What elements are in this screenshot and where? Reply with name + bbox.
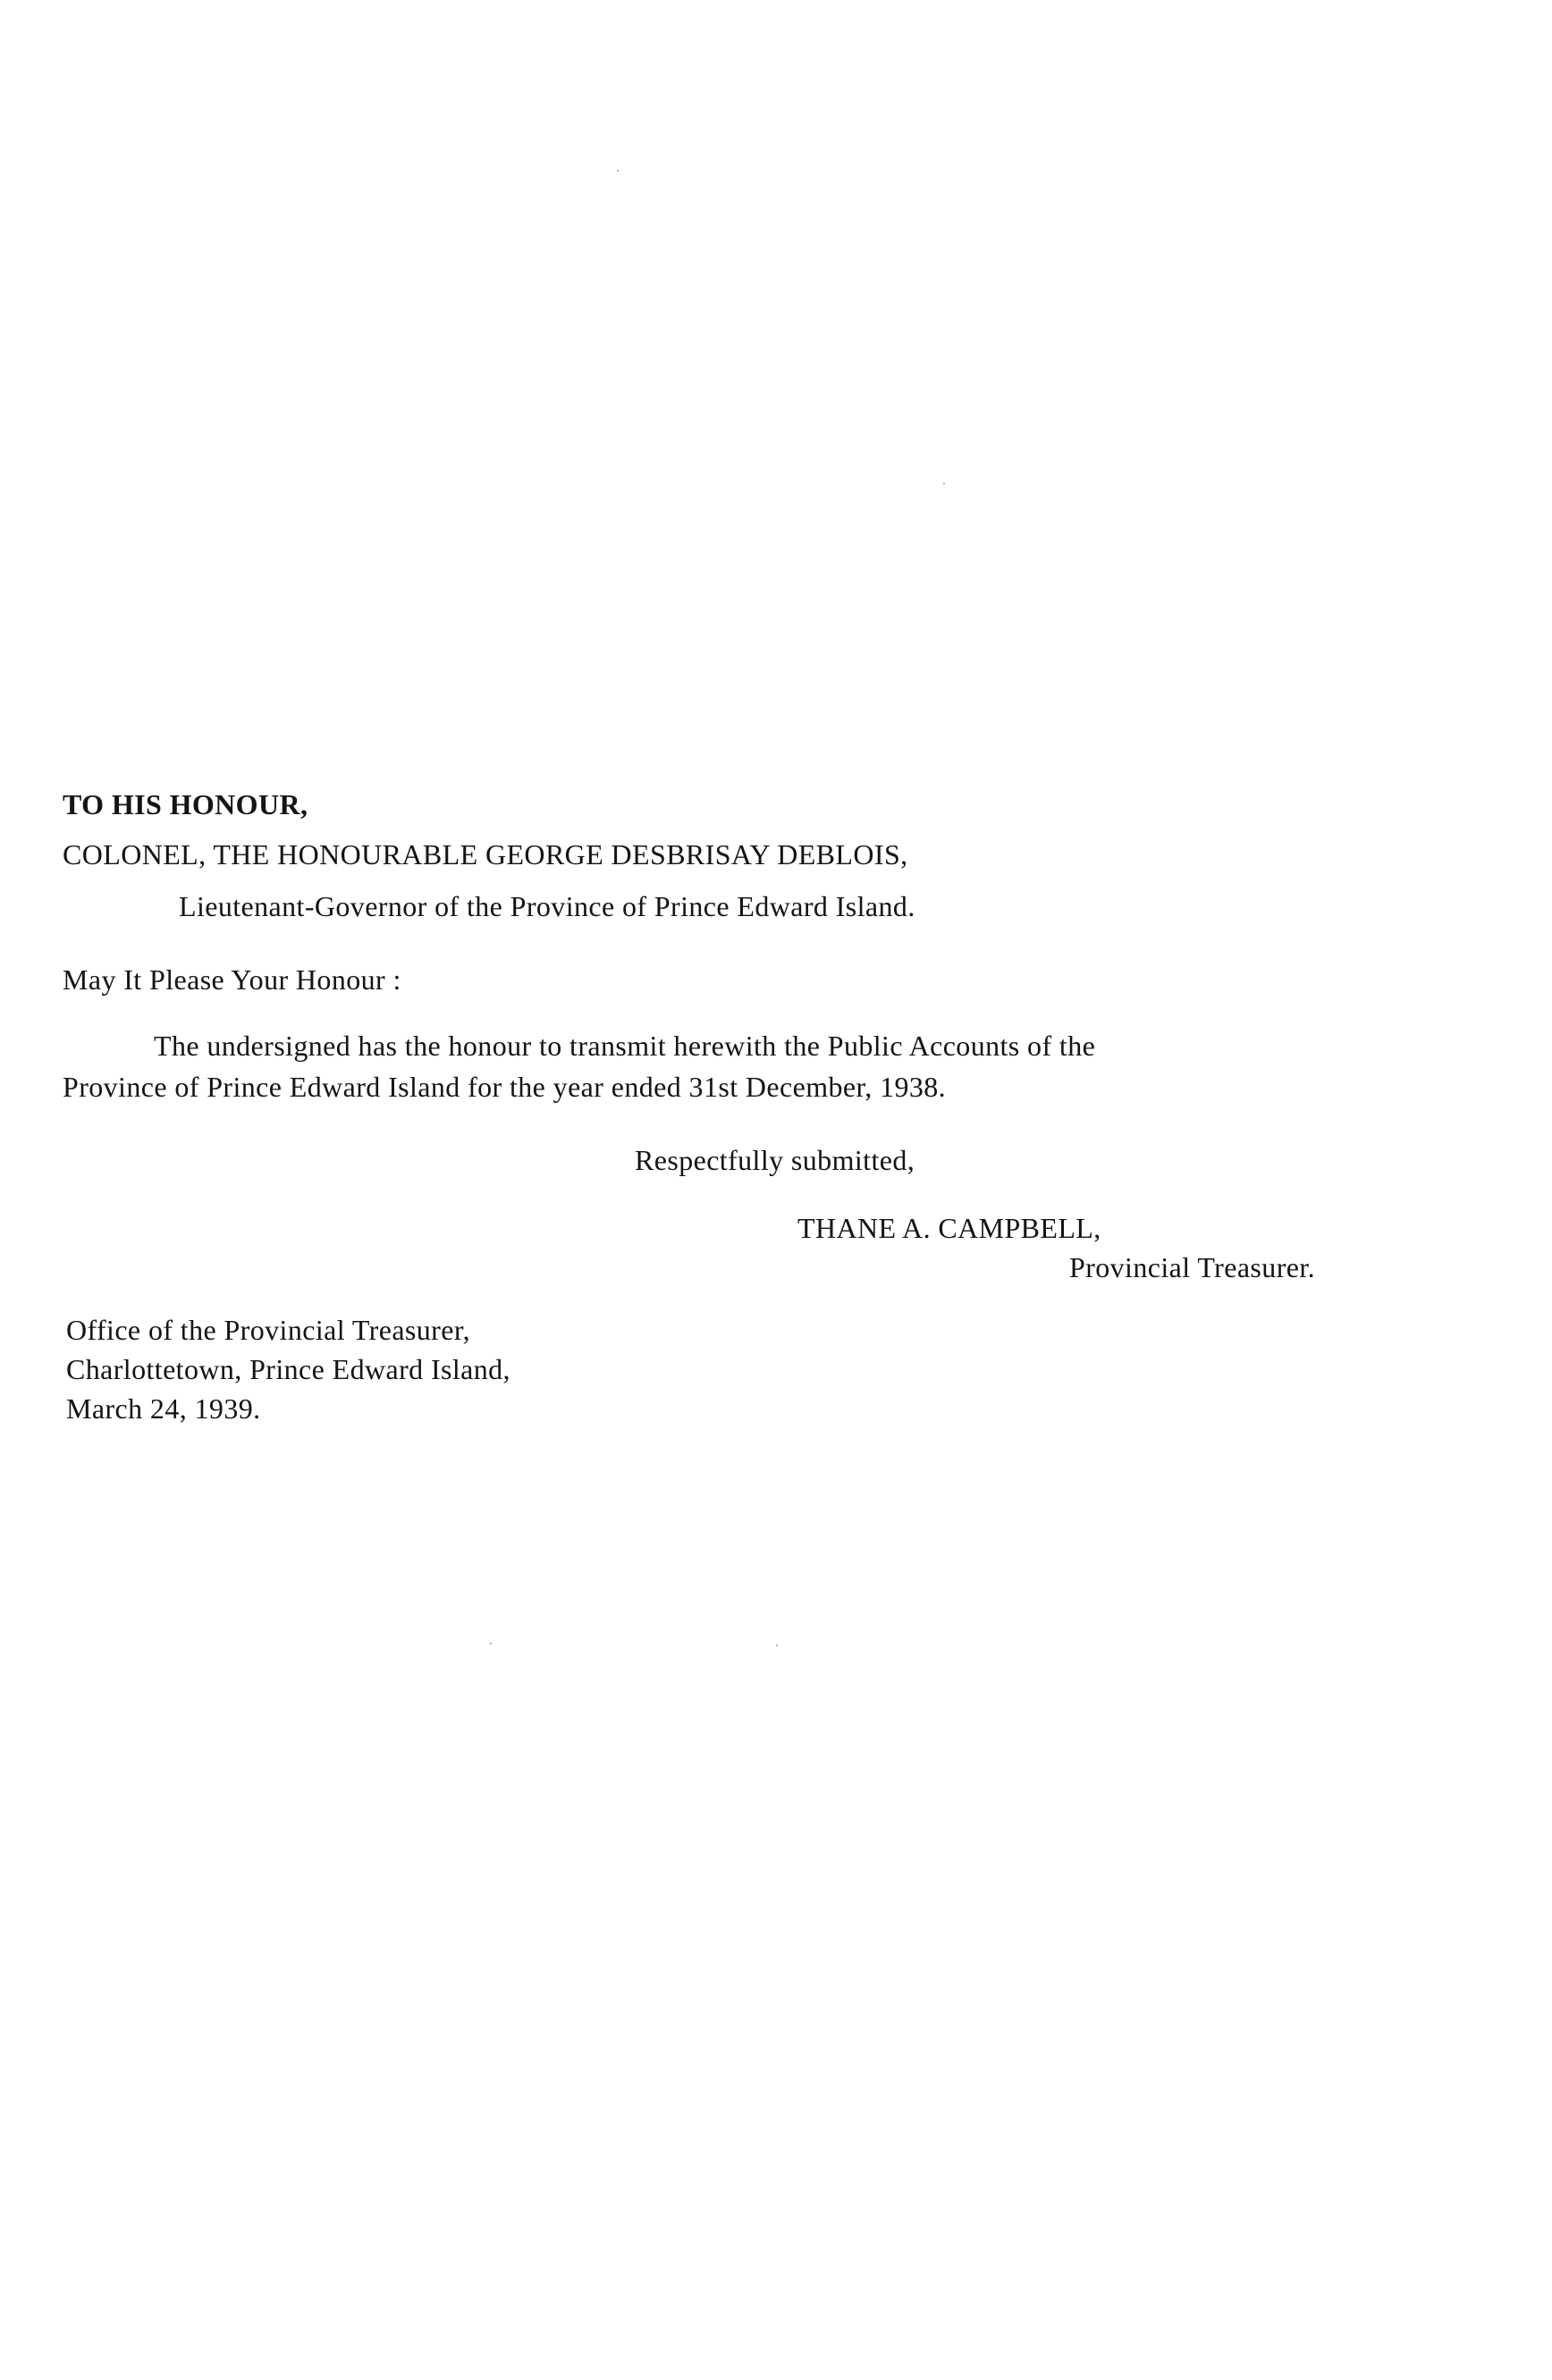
official-name: COLONEL, THE HONOURABLE GEORGE DESBRISAY DEBLOIS,: [63, 838, 908, 870]
scan-speck: [776, 1644, 778, 1646]
scan-speck: [617, 170, 619, 172]
body-text-line-1: The undersigned has the honour to transmit herewith the Public Accounts of the: [154, 1030, 1096, 1062]
official-title: Lieutenant-Governor of the Province of Prince Edward Island.: [179, 890, 915, 922]
body-text-line-2: Province of Prince Edward Island for the year ended 31st December, 1938.: [63, 1071, 947, 1103]
signer-title: Provincial Treasurer.: [1069, 1251, 1316, 1283]
signer-name: THANE A. CAMPBELL,: [797, 1212, 1101, 1244]
scan-speck: [943, 483, 945, 484]
closing-phrase: Respectfully submitted,: [635, 1144, 915, 1176]
office-address-line-2: Charlottetown, Prince Edward Island,: [66, 1353, 510, 1385]
salutation: May It Please Your Honour :: [63, 963, 401, 996]
letter-date: March 24, 1939.: [66, 1392, 261, 1425]
addressee-line: TO HIS HONOUR,: [63, 788, 308, 820]
office-address-line-1: Office of the Provincial Treasurer,: [66, 1314, 471, 1346]
scan-speck: [490, 1643, 492, 1644]
